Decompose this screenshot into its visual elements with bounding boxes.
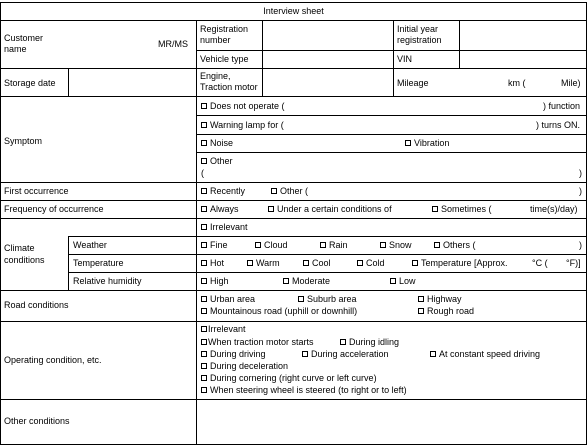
cornering-option[interactable] [201, 373, 377, 384]
vin-label: VIN [397, 54, 413, 64]
checkbox-icon[interactable] [268, 206, 274, 212]
checkbox-icon[interactable] [201, 206, 207, 212]
rule [0, 399, 587, 400]
option-label: Other [210, 156, 233, 166]
option-label: During cornering (right curve or left curve) [210, 373, 377, 383]
option-label: When steering wheel is steered (to right or to left) [210, 385, 407, 395]
checkbox-icon[interactable] [201, 242, 207, 248]
operating-irrelevant-option[interactable] [201, 324, 246, 335]
checkbox-icon[interactable] [201, 103, 207, 109]
does-not-operate-option[interactable] [201, 101, 285, 112]
fahrenheit-unit: °F)] [566, 258, 581, 268]
checkbox-icon[interactable] [390, 278, 396, 284]
checkbox-icon[interactable] [302, 351, 308, 357]
celsius-unit: °C ( [532, 258, 548, 268]
hot-option[interactable] [201, 258, 224, 269]
other-close-paren: ) [579, 168, 582, 178]
option-label: Highway [427, 294, 462, 304]
option-label: Others ( [443, 240, 476, 250]
deceleration-option[interactable] [201, 361, 288, 372]
warm-option[interactable] [247, 258, 280, 269]
option-label: Does not operate ( [210, 101, 285, 111]
rule [196, 152, 587, 153]
highway-option[interactable] [418, 294, 462, 305]
other-open-paren: ( [201, 168, 204, 178]
checkbox-icon[interactable] [380, 242, 386, 248]
always-option[interactable] [201, 204, 239, 215]
checkbox-icon[interactable] [201, 308, 207, 314]
warning-lamp-option[interactable] [201, 120, 284, 131]
option-label: Cold [366, 258, 385, 268]
option-label: When traction motor starts [208, 337, 314, 347]
option-label: At constant speed driving [439, 349, 541, 359]
checkbox-icon[interactable] [201, 224, 207, 230]
checkbox-icon[interactable] [271, 188, 277, 194]
checkbox-icon[interactable] [357, 260, 363, 266]
rough-road-option[interactable] [418, 306, 474, 317]
option-label: Cloud [264, 240, 288, 250]
option-label: Warm [256, 258, 280, 268]
acceleration-option[interactable] [302, 349, 389, 360]
road-conditions-label: Road conditions [4, 300, 69, 310]
rule [459, 20, 460, 69]
mileage-mile: Mile) [561, 78, 581, 88]
weather-others-close: ) [579, 240, 582, 250]
option-label: Cool [312, 258, 331, 268]
high-option[interactable] [201, 276, 229, 287]
rule [393, 20, 394, 97]
checkbox-icon[interactable] [201, 375, 207, 381]
vehicle-type-label: Vehicle type [200, 54, 249, 64]
rule [0, 2, 587, 3]
option-label: High [210, 276, 229, 286]
first-other-option[interactable] [271, 186, 308, 197]
option-label: Rain [329, 240, 348, 250]
option-label: Always [210, 204, 239, 214]
rule [0, 2, 1, 445]
rule [0, 290, 587, 291]
checkbox-icon[interactable] [412, 260, 418, 266]
rule [0, 182, 587, 183]
registration-number-label: Registration number [200, 24, 249, 45]
sheet-title: Interview sheet [263, 6, 324, 16]
checkbox-icon[interactable] [418, 308, 424, 314]
driving-option[interactable] [201, 349, 266, 360]
checkbox-icon[interactable] [201, 387, 207, 393]
first-other-close: ) [579, 186, 582, 196]
checkbox-icon[interactable] [303, 260, 309, 266]
rule [0, 444, 587, 445]
rule [0, 20, 587, 21]
rule [196, 50, 587, 51]
constant-speed-option[interactable] [430, 349, 540, 360]
other-symptom-option[interactable] [201, 156, 233, 167]
cool-option[interactable] [303, 258, 331, 269]
checkbox-icon[interactable] [201, 351, 207, 357]
traction-motor-starts-option[interactable] [201, 337, 314, 348]
rule [262, 20, 263, 97]
moderate-option[interactable] [283, 276, 330, 287]
checkbox-icon[interactable] [430, 351, 436, 357]
recently-option[interactable] [201, 186, 245, 197]
other-conditions-label: Other conditions [4, 416, 70, 426]
temperature-label: Temperature [73, 258, 124, 268]
steering-option[interactable] [201, 385, 407, 396]
noise-option[interactable] [201, 138, 233, 149]
rule [0, 96, 587, 97]
option-label: Urban area [210, 294, 256, 304]
rule [0, 68, 587, 69]
checkbox-icon[interactable] [283, 278, 289, 284]
climate-label: Climate conditions [4, 243, 45, 265]
checkbox-icon[interactable] [247, 260, 253, 266]
option-label: During driving [210, 349, 266, 359]
option-label: During idling [349, 337, 400, 347]
engine-traction-motor-label: Engine, Traction motor [200, 71, 258, 92]
mountainous-option[interactable] [201, 306, 357, 317]
checkbox-icon[interactable] [201, 339, 207, 345]
fine-option[interactable] [201, 240, 228, 251]
turns-on-suffix: ) turns ON. [536, 120, 581, 130]
checkbox-icon[interactable] [201, 158, 207, 164]
checkbox-icon[interactable] [201, 278, 207, 284]
suburb-option[interactable] [298, 294, 357, 305]
climate-irrelevant-option[interactable] [201, 222, 248, 233]
rule [196, 20, 197, 445]
checkbox-icon[interactable] [432, 206, 438, 212]
rule [68, 236, 69, 291]
cloud-option[interactable] [255, 240, 288, 251]
checkbox-icon[interactable] [340, 339, 346, 345]
checkbox-icon[interactable] [201, 122, 207, 128]
option-label: Other ( [280, 186, 309, 196]
checkbox-icon[interactable] [201, 296, 207, 302]
checkbox-icon[interactable] [201, 326, 207, 332]
rule [68, 254, 587, 255]
option-label: During deceleration [210, 361, 289, 371]
frequency-label: Frequency of occurrence [4, 204, 104, 214]
certain-conditions-option[interactable] [268, 204, 392, 215]
option-label: Suburb area [307, 294, 357, 304]
weather-others-option[interactable] [434, 240, 476, 251]
rain-option[interactable] [320, 240, 348, 251]
option-label: Under a certain conditions of [277, 204, 392, 214]
humidity-label: Relative humidity [73, 276, 142, 286]
snow-option[interactable] [380, 240, 412, 251]
rule [68, 68, 69, 97]
rule [68, 236, 587, 237]
option-label: Noise [210, 138, 234, 148]
checkbox-icon[interactable] [405, 140, 411, 146]
checkbox-icon[interactable] [434, 242, 440, 248]
rule [0, 321, 587, 322]
option-label: Temperature [Approx. [421, 258, 508, 268]
option-label: Irrelevant [208, 324, 246, 334]
checkbox-icon[interactable] [201, 260, 207, 266]
option-label: Rough road [427, 306, 475, 316]
option-label: Fine [210, 240, 228, 250]
function-suffix: ) function [543, 101, 581, 111]
initial-year-registration-label: Initial year registration [397, 24, 442, 45]
rule [0, 200, 587, 201]
vibration-option[interactable] [405, 138, 449, 149]
option-label: Moderate [292, 276, 331, 286]
symptom-label: Symptom [4, 136, 43, 146]
option-label: During acceleration [311, 349, 389, 359]
times-per-day: time(s)/day) [530, 204, 578, 214]
weather-label: Weather [73, 240, 107, 250]
storage-date-label: Storage date [4, 78, 56, 88]
checkbox-icon[interactable] [298, 296, 304, 302]
first-occurrence-label: First occurrence [4, 186, 69, 196]
rule [196, 115, 587, 116]
customer-title: MR/MS [158, 39, 188, 49]
mileage-km: km ( [508, 78, 526, 88]
urban-option[interactable] [201, 294, 255, 305]
checkbox-icon[interactable] [320, 242, 326, 248]
low-option[interactable] [390, 276, 416, 287]
rule [0, 218, 587, 219]
cold-option[interactable] [357, 258, 385, 269]
option-label: Snow [389, 240, 412, 250]
option-label: Vibration [414, 138, 450, 148]
option-label: Hot [210, 258, 225, 268]
mileage-label: Mileage [397, 78, 429, 88]
checkbox-icon[interactable] [418, 296, 424, 302]
option-label: Warning lamp for ( [210, 120, 284, 130]
idling-option[interactable] [340, 337, 399, 348]
option-label: Mountainous road (uphill or downhill) [210, 306, 358, 316]
checkbox-icon[interactable] [255, 242, 261, 248]
operating-condition-label: Operating condition, etc. [4, 355, 102, 365]
temperature-approx-option[interactable] [412, 258, 508, 269]
option-label: Irrelevant [210, 222, 248, 232]
rule [68, 272, 587, 273]
checkbox-icon[interactable] [201, 140, 207, 146]
rule [196, 134, 587, 135]
checkbox-icon[interactable] [201, 363, 207, 369]
sometimes-option[interactable] [432, 204, 492, 215]
option-label: Low [399, 276, 416, 286]
customer-name-label: Customer name [4, 33, 44, 54]
option-label: Recently [210, 186, 246, 196]
option-label: Sometimes ( [441, 204, 492, 214]
checkbox-icon[interactable] [201, 188, 207, 194]
